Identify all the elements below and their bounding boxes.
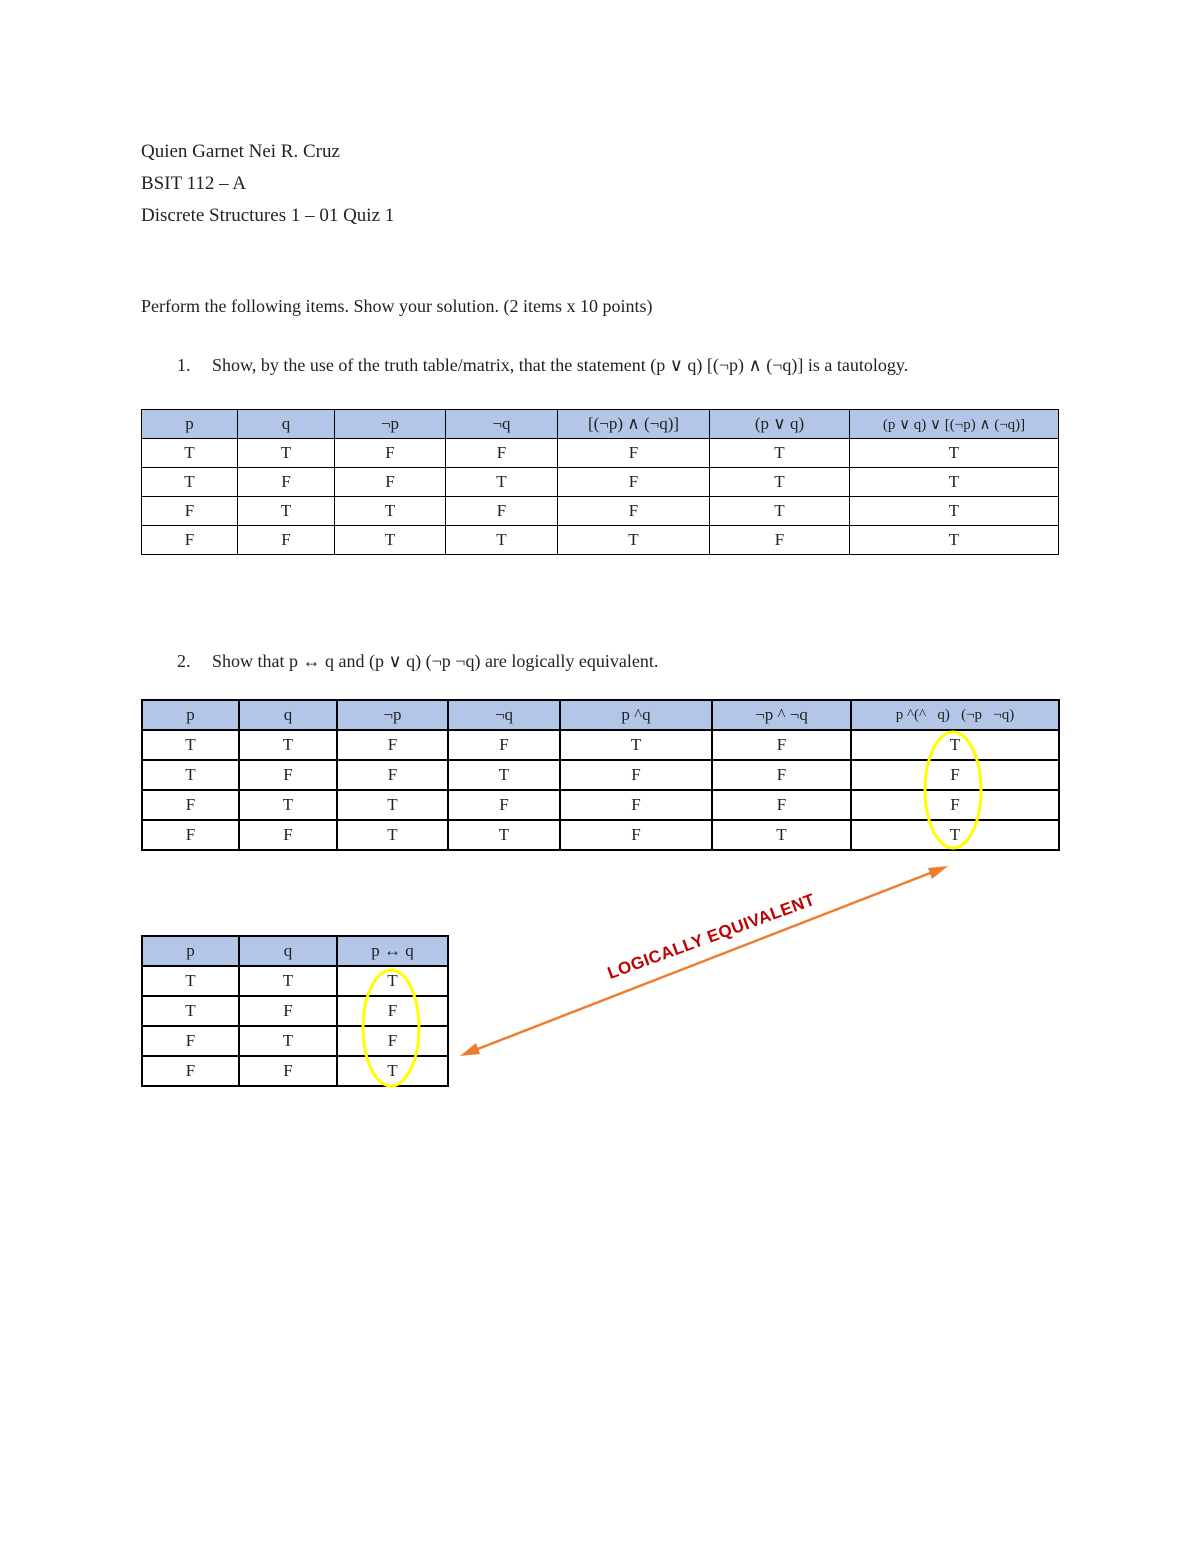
table-cell: F: [560, 760, 712, 790]
table-cell: F: [239, 760, 337, 790]
table-cell: T: [850, 497, 1059, 526]
table-cell: F: [142, 820, 239, 850]
item2-number: 2.: [177, 651, 191, 671]
double-arrow-icon: [460, 866, 948, 1056]
table-cell: F: [239, 820, 337, 850]
table-cell: F: [238, 468, 335, 497]
table-cell: F: [710, 526, 850, 555]
header-cell: p ↔ q: [337, 936, 448, 966]
header-cell: p: [142, 700, 239, 730]
table-cell: F: [337, 760, 448, 790]
header-cell: p ^(^ q) (¬p ¬q): [851, 700, 1059, 730]
table-cell: T: [850, 468, 1059, 497]
table-cell: T: [337, 966, 448, 996]
table-cell: F: [142, 790, 239, 820]
table-cell: T: [335, 526, 446, 555]
header-cell: (p ∨ q) ∨ [(¬p) ∧ (¬q)]: [850, 410, 1059, 439]
table-cell: F: [142, 1056, 239, 1086]
table-cell: T: [710, 497, 850, 526]
table-cell: T: [239, 966, 337, 996]
table-cell: F: [335, 439, 446, 468]
table-cell: F: [337, 996, 448, 1026]
header-cell: ¬p ^ ¬q: [712, 700, 851, 730]
table-cell: F: [448, 790, 560, 820]
header-cell: p ^q: [560, 700, 712, 730]
table-cell: T: [448, 820, 560, 850]
table-cell: F: [238, 526, 335, 555]
table-cell: F: [337, 1026, 448, 1056]
highlight-circle-biconditional: [363, 970, 419, 1086]
table-cell: T: [142, 730, 239, 760]
item2-text: Show that p ↔ q and (p ∨ q) (¬p ¬q) are logically equivalent.: [212, 651, 659, 671]
table-cell: T: [335, 497, 446, 526]
header-cell: ¬p: [337, 700, 448, 730]
table-cell: T: [850, 526, 1059, 555]
table-cell: F: [335, 468, 446, 497]
header-cell: q: [238, 410, 335, 439]
header-cell: p: [142, 410, 238, 439]
table-cell: T: [851, 820, 1059, 850]
table-cell: T: [712, 820, 851, 850]
table-cell: T: [239, 1026, 337, 1056]
table-cell: F: [239, 1056, 337, 1086]
table-cell: T: [710, 468, 850, 497]
student-name: Quien Garnet Nei R. Cruz: [141, 141, 340, 162]
table-cell: F: [337, 730, 448, 760]
table-cell: T: [710, 439, 850, 468]
table-cell: T: [239, 790, 337, 820]
table-cell: T: [851, 730, 1059, 760]
table-cell: F: [558, 468, 710, 497]
table-cell: F: [851, 790, 1059, 820]
header-cell: (p ∨ q): [710, 410, 850, 439]
table-cell: T: [446, 468, 558, 497]
table-cell: T: [337, 1056, 448, 1086]
header-cell: ¬p: [335, 410, 446, 439]
table-cell: F: [851, 760, 1059, 790]
header-cell: q: [239, 936, 337, 966]
table-cell: F: [142, 497, 238, 526]
table-cell: T: [558, 526, 710, 555]
table-cell: T: [142, 996, 239, 1026]
table-cell: F: [558, 497, 710, 526]
logically-equivalent-label: LOGICALLY EQUIVALENT: [605, 889, 818, 983]
table-cell: T: [142, 439, 238, 468]
table-cell: T: [337, 820, 448, 850]
table-cell: T: [337, 790, 448, 820]
table-cell: T: [238, 439, 335, 468]
table-cell: T: [238, 497, 335, 526]
instructions: Perform the following items. Show your solution. (2 items x 10 points): [141, 296, 653, 316]
table-cell: T: [142, 966, 239, 996]
header-cell: [(¬p) ∧ (¬q)]: [558, 410, 710, 439]
table-cell: F: [446, 439, 558, 468]
course-title: Discrete Structures 1 – 01 Quiz 1: [141, 205, 395, 226]
table-cell: T: [448, 760, 560, 790]
table-cell: F: [142, 526, 238, 555]
table-cell: F: [712, 730, 851, 760]
table-cell: F: [712, 760, 851, 790]
table-cell: F: [560, 820, 712, 850]
item1-text: Show, by the use of the truth table/matrix, that the statement (p ∨ q) [(¬p) ∧ (¬q)] is a tautology.: [212, 355, 909, 375]
student-section: BSIT 112 – A: [141, 173, 247, 194]
table-cell: T: [560, 730, 712, 760]
table-cell: T: [239, 730, 337, 760]
table-cell: T: [142, 468, 238, 497]
table-cell: F: [446, 497, 558, 526]
header-cell: ¬q: [448, 700, 560, 730]
table-cell: T: [142, 760, 239, 790]
table-cell: T: [446, 526, 558, 555]
highlight-circle-result: [925, 732, 981, 848]
table-cell: F: [239, 996, 337, 1026]
table-cell: F: [560, 790, 712, 820]
table-cell: F: [712, 790, 851, 820]
header-cell: ¬q: [446, 410, 558, 439]
table-cell: F: [558, 439, 710, 468]
header-cell: q: [239, 700, 337, 730]
table-cell: F: [142, 1026, 239, 1056]
item1-number: 1.: [177, 355, 191, 375]
table-cell: F: [448, 730, 560, 760]
header-cell: p: [142, 936, 239, 966]
table-cell: T: [850, 439, 1059, 468]
